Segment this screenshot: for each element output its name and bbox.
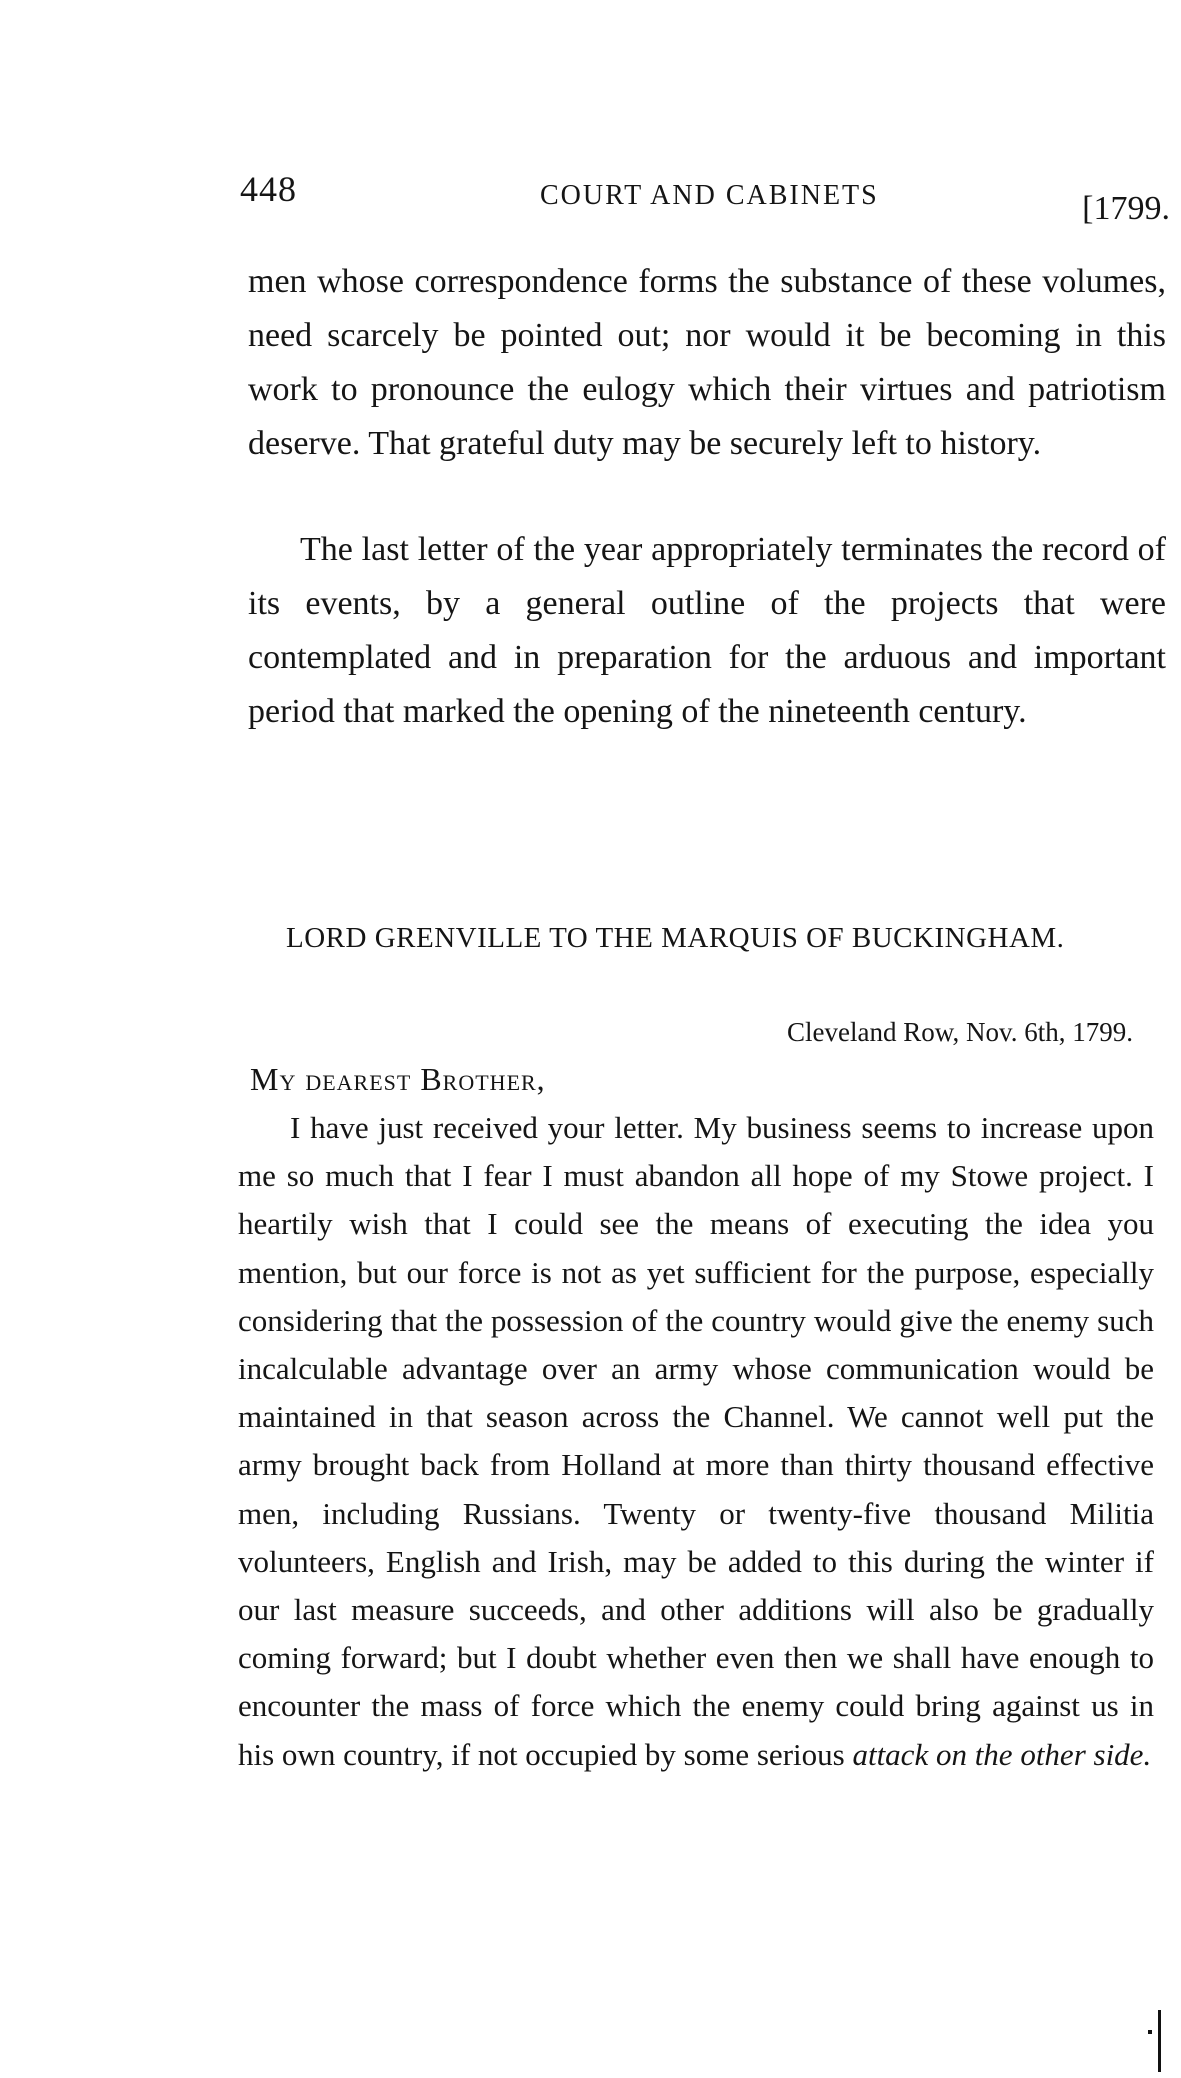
running-title: COURT AND CABINETS <box>540 180 879 211</box>
letter-salutation: My dearest Brother, <box>250 1061 546 1097</box>
running-year: [1799. <box>1082 190 1170 227</box>
letter-body-italic-ending: attack on the other side. <box>852 1736 1152 1772</box>
letter-body-text: I have just received your letter. My business seems to increase upon me so much that I fear I must abandon all hope of my Stowe project. I heartily wish that I could see the means of executing the idea you mention, but our force is not as yet sufficient for the purpose, especially considering that the possession of the country would give the enemy such incalculable advantage over an army whose communication would be maintained in that season across the Channel. We cannot well put the army brought back from Holland at more than thirty thousand effective men, including Russians. Twenty or twenty-five thousand Militia volunteers, English and Irish, may be added to this during the winter if our last measure succeeds, and other additions will also be gradually coming forward; but I doubt whether even then we shall have enough to encounter the mass of force which the enemy could bring against us in his own country, if not occupied by some serious <box>238 1110 1154 1772</box>
letter-dateline: Cleveland Row, Nov. 6th, 1799. <box>787 1017 1133 1047</box>
margin-scan-mark <box>1158 2010 1161 2072</box>
paragraph-continuation: men whose correspondence forms the substance of these volumes, need scarcely be pointed out; nor would it be becoming in this work to pronounce the eulogy which their virtues and patriotism deserve. That grateful duty may be securely left to history. <box>248 263 1166 462</box>
margin-speck <box>1148 2030 1152 2034</box>
running-head <box>240 168 1170 227</box>
letter-body <box>238 1104 1154 1779</box>
page-number: 448 <box>240 169 297 209</box>
paragraph-last-letter-intro: The last letter of the year appropriately terminates the record of its events, by a general outline of the projects that were contemplated and in preparation for the arduous and important period that marked the opening of the nineteenth century. <box>248 531 1166 730</box>
letter-heading: LORD GRENVILLE TO THE MARQUIS OF BUCKINGHAM. <box>286 922 1065 954</box>
